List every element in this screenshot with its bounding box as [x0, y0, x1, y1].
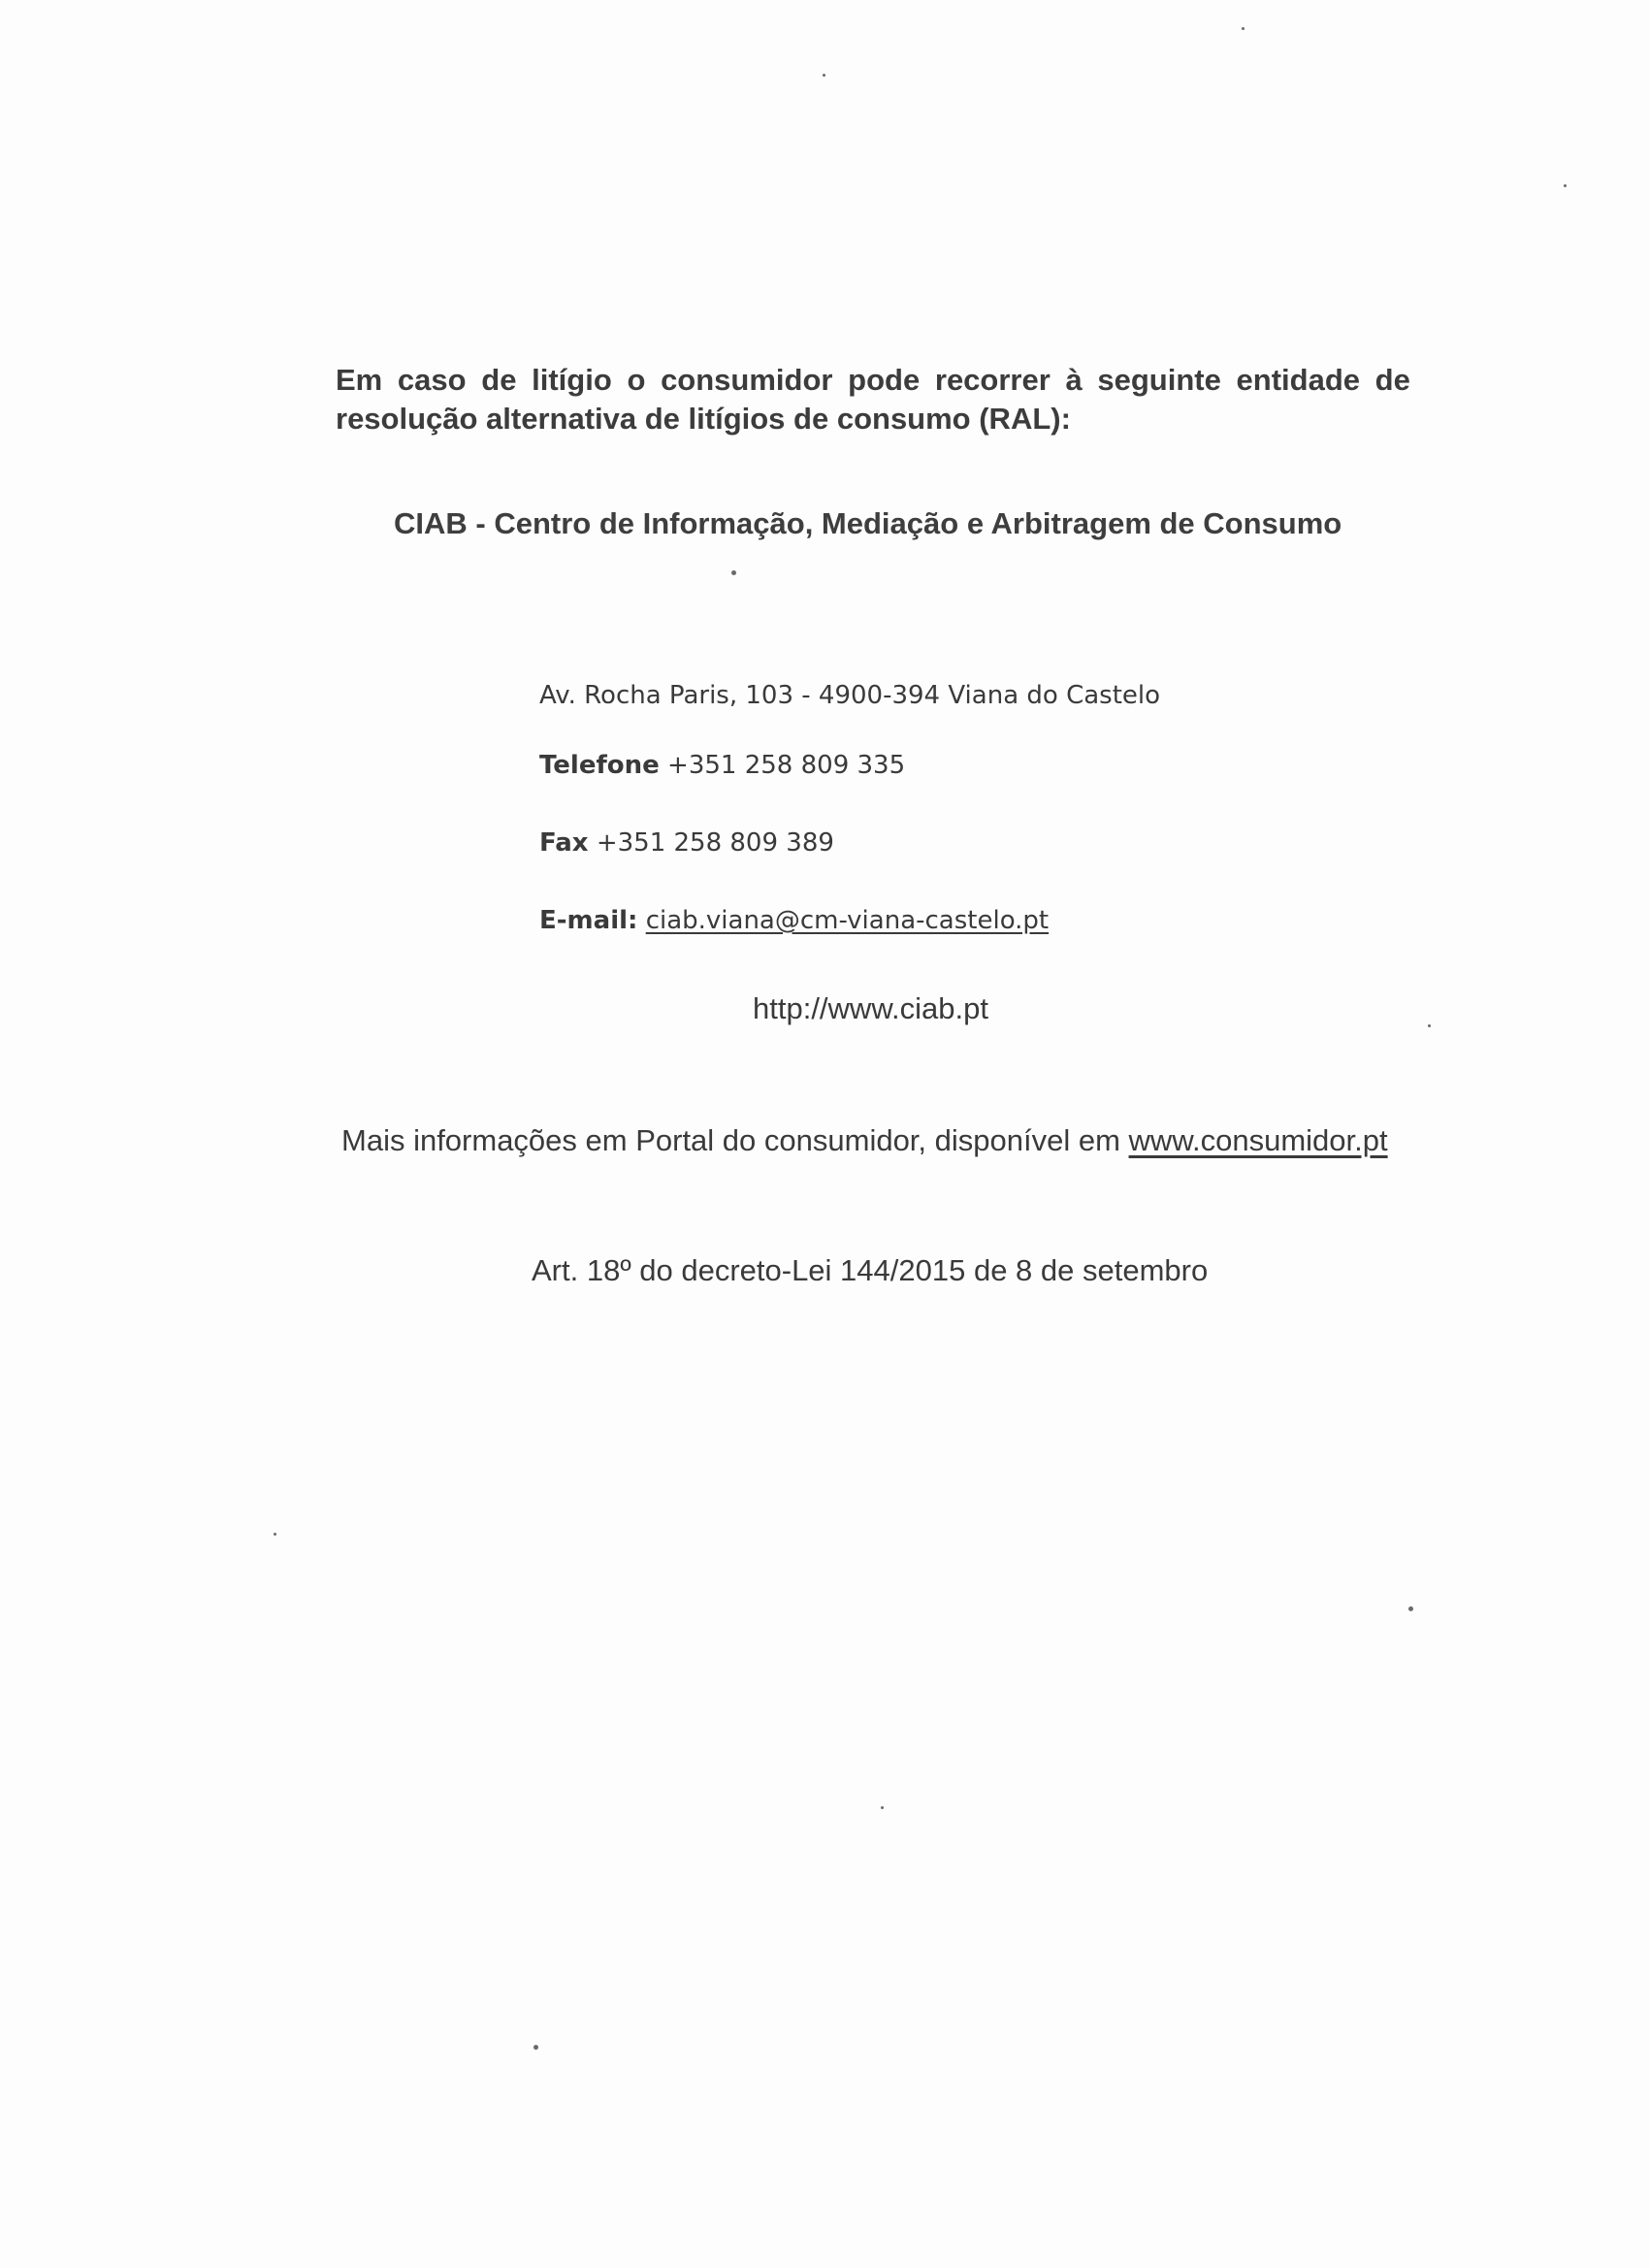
email-link[interactable]: ciab.viana@cm-viana-castelo.pt — [645, 906, 1050, 935]
intro-word: de — [481, 363, 517, 397]
phone-label: Telefone — [539, 751, 660, 780]
intro-word: entidade — [1236, 363, 1360, 397]
more-info-line — [341, 1121, 1388, 1160]
phone-line — [539, 749, 905, 782]
fax-value: +351 258 809 389 — [596, 828, 834, 858]
intro-paragraph — [336, 361, 1410, 438]
scan-speck — [823, 74, 825, 77]
intro-word: caso — [397, 363, 467, 397]
scan-speck — [1428, 1024, 1431, 1027]
intro-word: de — [1374, 363, 1410, 397]
intro-word: o — [627, 363, 646, 397]
scan-speck — [1564, 184, 1567, 187]
email-line — [539, 904, 1049, 937]
scan-speck — [731, 570, 736, 575]
intro-word: Em — [336, 363, 383, 397]
fax-line — [539, 826, 834, 859]
entity-name: CIAB - Centro de Informação, Mediação e Arbitragem de Consumo — [394, 506, 1342, 540]
scan-speck — [534, 2045, 538, 2050]
intro-word: recorrer — [934, 363, 1051, 397]
scan-speck — [881, 1806, 884, 1809]
intro-line-1 — [336, 361, 1410, 400]
legal-reference: Art. 18º do decreto-Lei 144/2015 de 8 de setembro — [532, 1253, 1209, 1287]
scan-speck — [1242, 27, 1245, 30]
website-url: http://www.ciab.pt — [753, 991, 988, 1025]
intro-word: seguinte — [1097, 363, 1221, 397]
email-label: E-mail: — [539, 906, 638, 935]
fax-label: Fax — [539, 828, 589, 858]
consumer-portal-link[interactable]: www.consumidor.pt — [1128, 1123, 1388, 1157]
scan-speck — [1408, 1606, 1413, 1611]
intro-word: à — [1065, 363, 1083, 397]
intro-line-2: resolução alternativa de litígios de consumo (RAL): — [336, 402, 1071, 436]
scan-speck — [274, 1533, 276, 1536]
intro-word: pode — [848, 363, 921, 397]
intro-word: litígio — [532, 363, 612, 397]
address-line: Av. Rocha Paris, 103 - 4900-394 Viana do Castelo — [539, 681, 1161, 710]
more-info-text: Mais informações em Portal do consumidor, disponível em — [341, 1123, 1120, 1157]
phone-value: +351 258 809 335 — [667, 751, 906, 780]
intro-word: consumidor — [661, 363, 833, 397]
